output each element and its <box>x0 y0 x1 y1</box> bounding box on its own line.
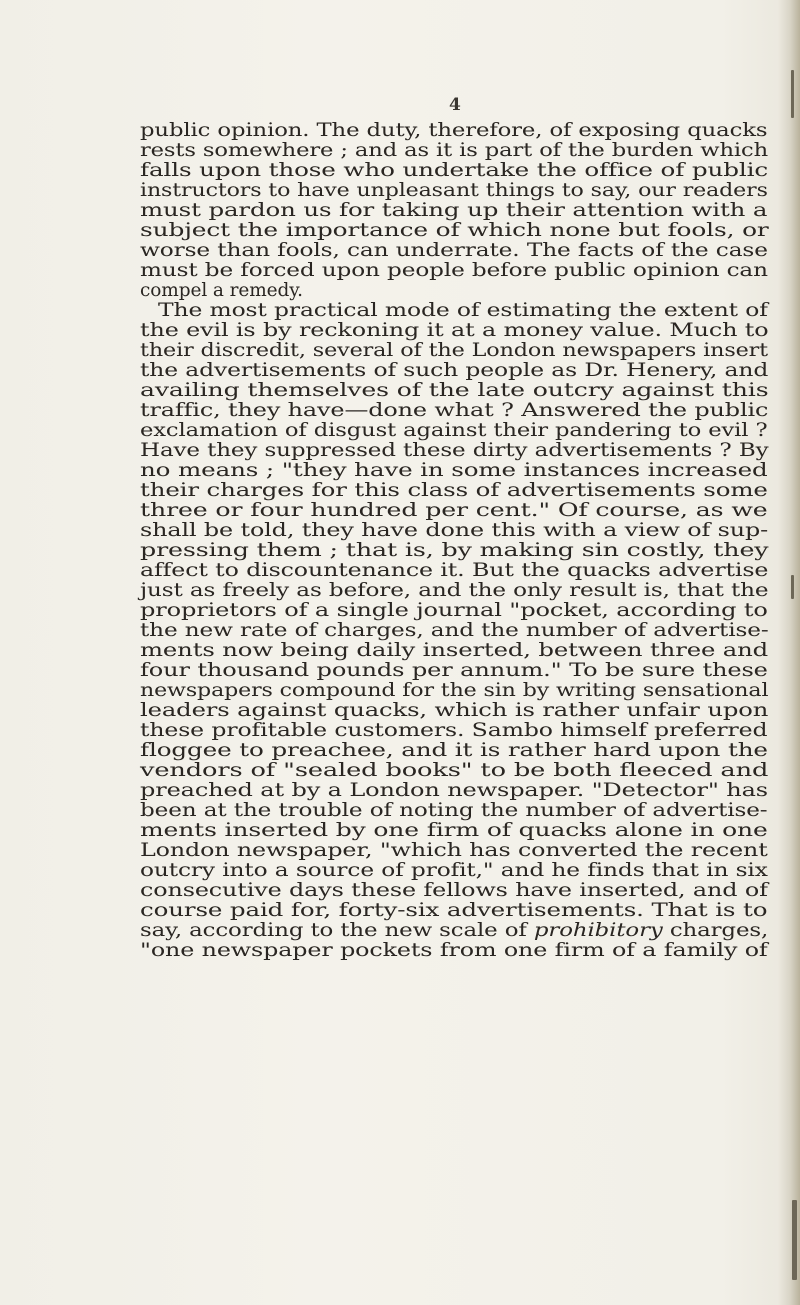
text-line: course paid for, forty-six advertisements. That is to <box>140 900 768 921</box>
edge-mark <box>791 575 794 599</box>
text-line: ments now being daily inserted, between three and <box>140 640 769 661</box>
text-line: no means ; "they have in some instances increased <box>140 460 768 481</box>
text-line: must pardon us for taking up their attention with a <box>140 200 768 221</box>
text-line: falls upon those who undertake the office of public <box>140 160 768 181</box>
text-line: proprietors of a single journal "pocket, according to <box>140 600 768 621</box>
text-line: these profitable customers. Sambo himself preferred <box>140 720 768 741</box>
text-line: rests somewhere ; and as it is part of the burden which <box>140 140 769 161</box>
text-line: vendors of "sealed books" to be both fleeced and <box>140 760 769 781</box>
page-number: 4 <box>449 95 461 115</box>
text-line: affect to discountenance it. But the quacks advertise <box>140 560 769 581</box>
edge-mark <box>792 1200 797 1280</box>
text-line: instructors to have unpleasant things to say, our readers <box>140 180 768 201</box>
edge-mark <box>791 70 794 118</box>
text-line: been at the trouble of noting the number of advertise- <box>140 800 768 821</box>
text-line: the evil is by reckoning it at a money value. Much to <box>140 320 769 341</box>
text-line: their discredit, several of the London newspapers insert <box>140 340 769 361</box>
text-line: "one newspaper pockets from one firm of a family of <box>140 940 768 961</box>
text-line-mixed <box>140 921 768 941</box>
text-line: compel a remedy. <box>140 280 303 301</box>
text-line: subject the importance of which none but fools, or <box>140 220 769 241</box>
page-edge-shadow <box>778 0 800 1305</box>
text-line: leaders against quacks, which is rather unfair upon <box>140 700 769 721</box>
text-line: outcry into a source of profit," and he finds that in six <box>140 860 768 881</box>
text-line: ments inserted by one firm of quacks alone in one <box>140 820 768 841</box>
text-line: public opinion. The duty, therefore, of exposing quacks <box>140 120 768 141</box>
text-run: say, according to the new scale of <box>140 920 534 941</box>
text-line: their charges for this class of advertisements some <box>140 480 768 501</box>
text-line: pressing them ; that is, by making sin costly, they <box>140 540 769 561</box>
text-line: worse than fools, can underrate. The facts of the case <box>140 240 768 261</box>
text-line: newspapers compound for the sin by writing sensational <box>140 680 769 701</box>
text-line: shall be told, they have done this with a view of sup- <box>140 520 769 541</box>
text-line: traffic, they have—done what ? Answered the public <box>140 400 769 421</box>
text-line: Have they suppressed these dirty advertisements ? By <box>140 440 769 461</box>
text-line: the new rate of charges, and the number of advertise- <box>140 620 769 641</box>
text-line: the advertisements of such people as Dr. Henery, and <box>140 360 769 381</box>
text-line: just as freely as before, and the only result is, that the <box>140 580 769 601</box>
text-line: The most practical mode of estimating the extent of <box>158 300 768 321</box>
text-line: three or four hundred per cent." Of course, as we <box>140 500 768 521</box>
italic-word: prohibitory <box>533 920 663 941</box>
text-line: floggee to preachee, and it is rather hard upon the <box>140 740 768 761</box>
text-line: consecutive days these fellows have inserted, and of <box>140 880 768 901</box>
text-run: charges, <box>662 920 769 941</box>
text-line: four thousand pounds per annum." To be sure these <box>140 660 768 681</box>
text-line: exclamation of disgust against their pandering to evil ? <box>140 420 768 441</box>
text-line: availing themselves of the late outcry against this <box>140 380 769 401</box>
text-line: preached at by a London newspaper. "Detector" has <box>140 780 768 801</box>
text-line: London newspaper, "which has converted the recent <box>140 840 768 861</box>
text-line: must be forced upon people before public opinion can <box>140 260 768 281</box>
